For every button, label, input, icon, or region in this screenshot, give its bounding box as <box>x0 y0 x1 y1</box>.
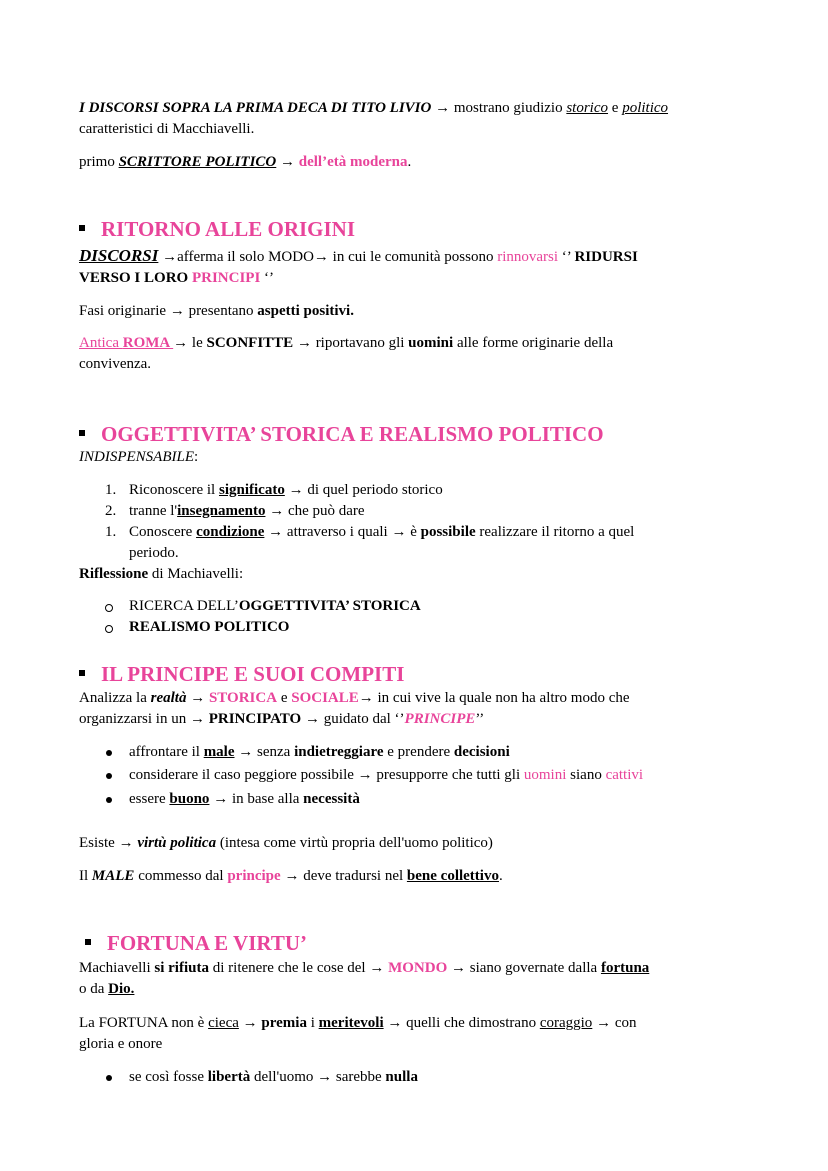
s3-analizza-paragraph: Analizza la realtà → STORICA e SOCIALE→ in cui vive la quale non ha altro modo che organizzarsi in un → PRINCIPATO → guidato dal ‘’PRINCIPE’’ <box>79 690 630 727</box>
bullet-icon <box>106 1075 112 1081</box>
square-bullet-icon <box>85 939 91 945</box>
s1-fasi-paragraph: Fasi originarie → presentano aspetti positivi. <box>79 303 354 319</box>
square-bullet-icon <box>79 670 85 676</box>
heading-fortuna-virtu: FORTUNA E VIRTU’ <box>85 930 307 956</box>
intro-line-scrittore: primo SCRITTORE POLITICO → dell’età moderna. <box>79 154 412 170</box>
s4-machiavelli-paragraph: Machiavelli si rifiuta di ritenere che le cose del → MONDO → siano governate dalla fortuna o da Dio. <box>79 960 650 997</box>
s3-virtu-politica: Esiste → virtù politica (intesa come virtù propria dell'uomo politico) <box>79 835 493 851</box>
square-bullet-icon <box>79 430 85 436</box>
s2-riflessione: Riflessione di Machiavelli: <box>79 566 244 582</box>
circle-bullet-icon <box>105 604 113 612</box>
s1-discorsi-paragraph: DISCORSI →afferma il solo MODO→ in cui le comunità possono rinnovarsi ‘’ RIDURSI VERSO I LORO PRINCIPI ‘’ <box>79 246 638 286</box>
s4-fortuna-paragraph: La FORTUNA non è cieca → premia i meritevoli → quelli che dimostrano coraggio → con gloria e onore <box>79 1015 637 1052</box>
s1-roma-paragraph: Antica ROMA → le SCONFITTE → riportavano gli uomini alle forme originarie della convivenza. <box>79 335 614 372</box>
intro-paragraph: I DISCORSI SOPRA LA PRIMA DECA DI TITO LIVIO → mostrano giudizio storico e politico caratteristici di Macchiavelli. <box>79 100 669 137</box>
bullet-icon <box>106 797 112 803</box>
intro-title: I DISCORSI SOPRA LA PRIMA DECA DI TITO LIVIO <box>79 100 432 116</box>
heading-principe-compiti: IL PRINCIPE E SUOI COMPITI <box>79 661 404 687</box>
s3-male-paragraph: Il MALE commesso dal principe → deve tradursi nel bene collettivo. <box>79 868 503 884</box>
heading-ritorno-origini: RITORNO ALLE ORIGINI <box>79 216 355 242</box>
square-bullet-icon <box>79 225 85 231</box>
s2-label: INDISPENSABILE: <box>79 449 199 465</box>
bullet-icon <box>106 773 112 779</box>
bullet-icon <box>106 750 112 756</box>
circle-bullet-icon <box>105 625 113 633</box>
heading-oggettivita-storica: OGGETTIVITA’ STORICA E REALISMO POLITICO <box>79 421 604 447</box>
